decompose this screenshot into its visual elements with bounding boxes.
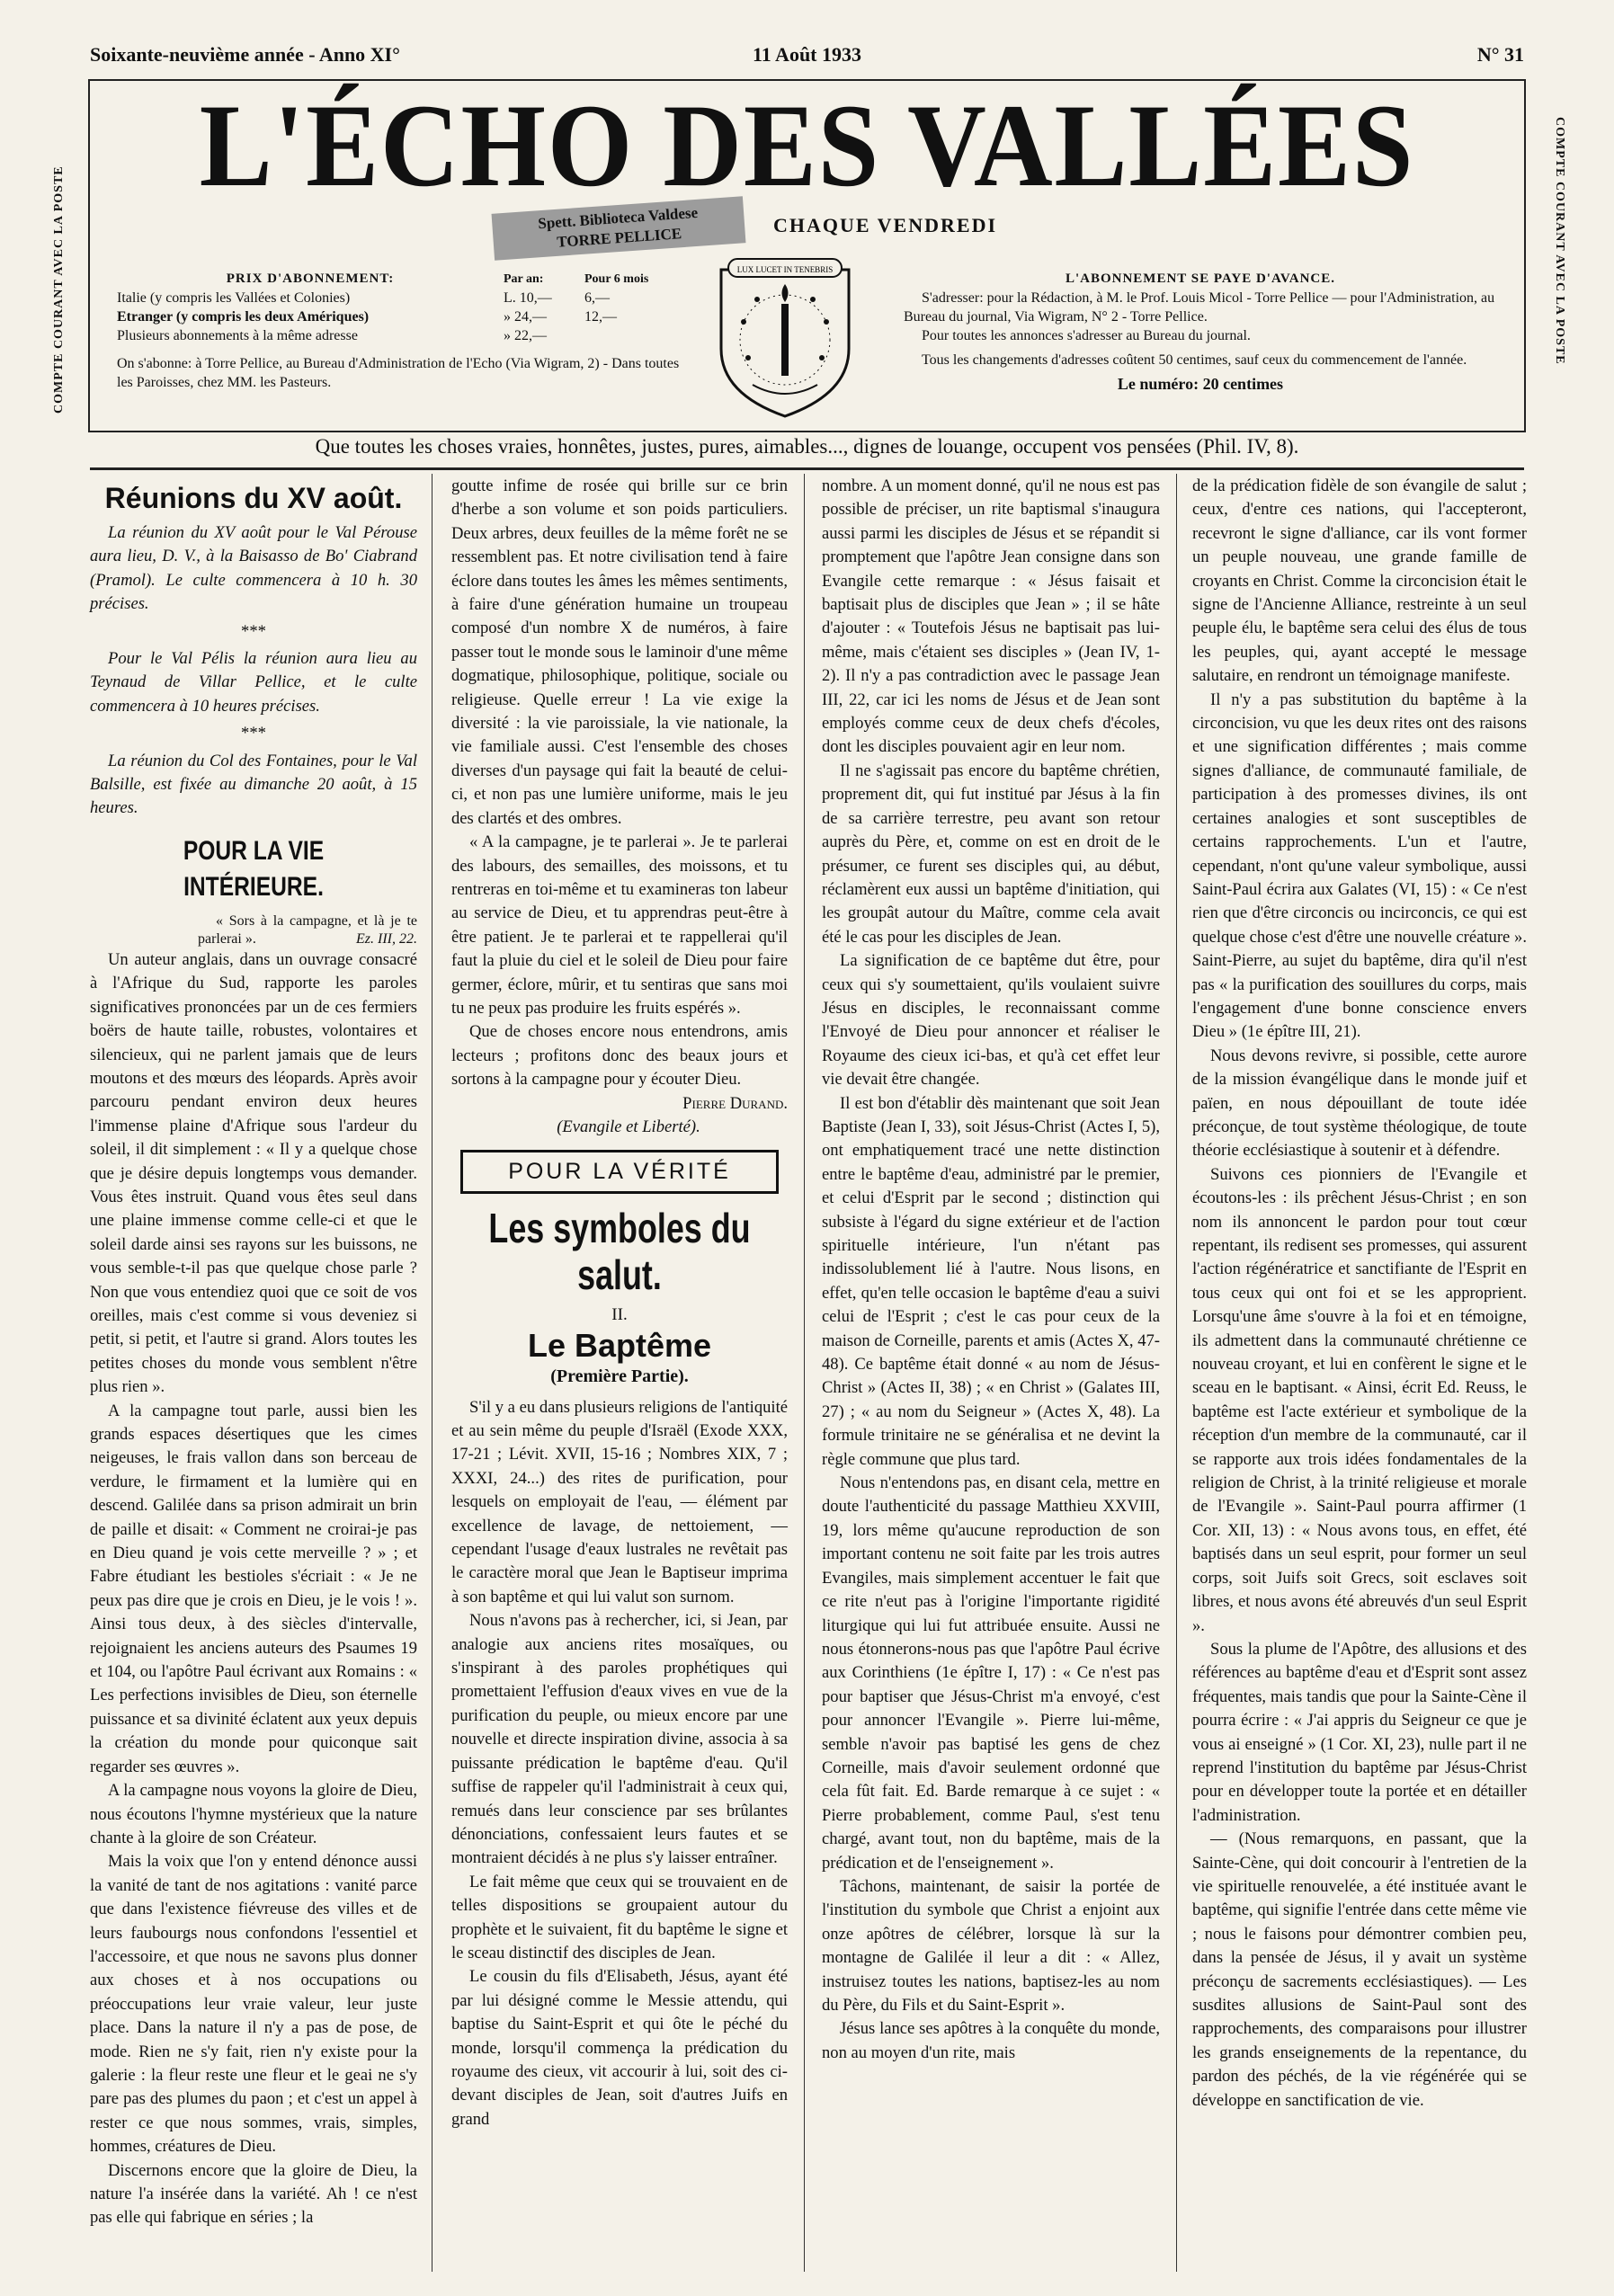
postal-note-right: COMPTE COURANT AVEC LA POSTE bbox=[1553, 117, 1566, 365]
publication-frequency: CHAQUE VENDREDI bbox=[773, 214, 998, 236]
postal-note-left: COMPTE COURANT AVEC LA POSTE bbox=[52, 165, 66, 414]
column-2 bbox=[451, 475, 788, 2131]
reunion-notice: Pour le Val Pélis la réunion aura lieu au Teynaud de Villar Pellice, et le culte commencera à 10 heures précises. bbox=[90, 649, 417, 716]
article-paragraph: Il ne s'agissait pas encore du baptême chrétien, proprement dit, qui fut institué par Jésus à la fin de sa carrière terrestre, peu avant son retour auprès du Père, et, comme on est en droit de le présumer, ce furent ses disciples qui, au début, réclamèrent eux aussi un baptême d'initiation, qui les groupât autour du Maître, comme cela avait été le cas pour les disciples de Jean. bbox=[822, 761, 1160, 947]
section-box: POUR LA VÉRITÉ bbox=[460, 1150, 779, 1193]
article-paragraph: Nous devons revivre, si possible, cette aurore de la mission évangélique dans le monde juif et païen, en nous dépouillant de toute idée préconçue, de tout système théologique, de toute théorie ecclésiastique à soutenir et à défendre. bbox=[1192, 1046, 1527, 1161]
article-paragraph: Un auteur anglais, dans un ouvrage consacré à l'Afrique du Sud, rapporte les paroles significatives prononcées par un de ces fermiers boërs de haute taille, robustes, volontaires et silencieux, qui ne parlent jamais que de leurs moutons et des mœurs des léopards. Après avoir parcouru pendant environ deux heures l'immense plaine d'Afrique sous l'ardeur du soleil, il dit simplement : « Il y a quelque chose que je désire depuis longtemps vous demander. Vous êtes instruit. Quand vous êtes seul dans une plaine immense comme celle-ci et que le soleil darde ainsi ses rayons sur les buissons, ne vous semble-t-il pas que quelque chose parle ? Non que vous entendiez quoi que ce soit de vos oreilles, mais c'est comme si vous deveniez si petit, si petit, et l'autre si grand. Alors toutes les petites choses du monde vous semblent n'être plus rien ». bbox=[90, 949, 417, 1397]
article-paragraph: Nous n'entendons pas, en disant cela, mettre en doute l'authenticité du passage Matthieu XXVIII, 19, lors même qu'aucune reproduction de son important contenu ne soit faite par les trois autres Evangiles, mais simplement accentuer le fait que ce rite n'eut pas à l'origine l'importante rigidité liturgique qui lui fut attribuée ensuite. Aussi ne nous étonnerons-nous pas que l'apôtre Paul écrive aux Corinthiens (1e épître I, 17) : « Ce n'est pas pour baptiser que Jésus-Christ m'a envoyé, c'est pour annoncer l'Evangile ». Pierre lui-même, semble n'avoir pas baptisé les gens de chez Corneille, mais d'avoir seulement ordonné que cela fût fait. Ed. Barde remarque à ce sujet : « Pierre probablement, comme Paul, s'est tenu chargé, avant tout, non du baptême, mais de la prédication et de l'enseignement ». bbox=[822, 1473, 1160, 1873]
column-rule bbox=[1176, 474, 1177, 2272]
part-number: II. bbox=[611, 1304, 628, 1324]
subscription-where: On s'abonne: à Torre Pellice, au Bureau d'Administration de l'Echo (Via Wigram, 2) - Dans toutes les Paroisses, chez MM. les Pasteurs. bbox=[117, 356, 680, 390]
article-paragraph: Le fait même que ceux qui se trouvaient en de telles dispositions se groupaient autour du prophète et le suivaient, fit du baptême le signe et le sceau distinctif des disciples de Jean. bbox=[451, 1872, 788, 1962]
price-row: Plusieurs abonnements à la même adresse » 22,— bbox=[117, 328, 547, 343]
article-paragraph: Mais la voix que l'on y entend dénonce aussi la vanité de tant de nos agitations : vanité parce que dans l'existence fiévreuse des villes et de leurs faubourgs nous confondons l'essentiel et l'accessoire, et que nous ne savons plus donner aux choses et à nos occupations ou préoccupations leur vraie valeur, leur juste place. Dans la nature il n'y a pas de pose, de mode. Rien ne s'y fait, rien n'y existe pour la galerie : la fleur reste une fleur et le geai ne s'y pare pas des plumes du paon ; et c'est un appel à rester ce que nous sommes, vrais, simples, hommes, créatures de Dieu. bbox=[90, 1852, 417, 2157]
bapteme-subheading: (Première Partie). bbox=[550, 1366, 689, 1387]
motto: Que toutes les choses vraies, honnêtes, justes, pures, aimables..., dignes de louange, occupent vos pensées (Phil. IV, 8). bbox=[315, 435, 1299, 458]
epigraph: « Sors à la campagne, et là je te parlerai ». Ez. III, 22. bbox=[198, 912, 417, 947]
admin-line: Tous les changements d'adresses coûtent 50 centimes, sauf ceux du commencement de l'année. bbox=[922, 352, 1467, 368]
header-rule bbox=[90, 467, 1524, 470]
column-4 bbox=[1192, 475, 1527, 2113]
article-paragraph: Suivons ces pionniers de l'Evangile et écoutons-les : ils prêchent Jésus-Christ ; en son nom ils annoncent le pardon pour tout cœur repentant, ils redisent ses promesses, qui assurent l'action régénératrice et sanctifiante de l'Esprit en tous ceux qui ont foi et se les approprient. Lorsqu'une âme s'ouvre à la foi et en témoigne, ils admettent dans la communauté chrétienne ce nouveau croyant, et lui en confèrent le signe et le sceau en le baptisant. « Ainsi, écrit Ed. Reuss, le baptême est l'acte extérieur et symbolique de la réception d'un membre de la communauté, car il se rapporte aux trois idées fondamentales de la religion de Christ, à la trinité religieuse et morale de l'Evangile ». Saint-Paul pourra affirmer (1 Cor. XII, 13) : « Nous avons tous, en effet, été baptisés dans un seul esprit, pour former un seul corps, soit Juifs soit Grecs, soit esclaves soit libres, et nous avons été abreuvés d'un seul Esprit ». bbox=[1192, 1164, 1527, 1635]
column-3 bbox=[822, 475, 1160, 2065]
col-year-header: Par an: bbox=[504, 272, 544, 286]
article-paragraph: Que de choses encore nous entendrons, amis lecteurs ; profitons donc des beaux jours et sortons à la campagne pour y écouter Dieu. bbox=[451, 1022, 788, 1090]
bapteme-heading: Le Baptême bbox=[527, 1327, 712, 1365]
subscription-prices bbox=[117, 270, 683, 392]
vie-interieure-heading: POUR LA VIE INTÉRIEURE. bbox=[183, 835, 325, 902]
col-half-header: Pour 6 mois bbox=[584, 272, 649, 286]
column-1 bbox=[90, 475, 417, 2230]
article-paragraph: A la campagne tout parle, aussi bien les grands espaces désertiques que les cimes neigeuses, le frais vallon dans son berceau de verdure, le firmament et la lumière qui en descend. Galilée dans sa prison admirait un brin de paille et disait: « Comment ne croirai-je pas en Dieu quand je vois cette merveille ? » ; et Fabre étudiant les bestioles s'écriait : « Je ne peux pas dire que je crois en Dieu, je le vois ! ». Ainsi tous deux, à des siècles d'intervalle, rejoignaient les anciens auteurs des Psaumes 19 et 104, ou l'apôtre Paul écrivant aux Romains : « Les perfections invisibles de Dieu, son éternelle puissance et sa divinité éclatent aux yeux depuis la création du monde pour quiconque sait regarder ses œuvres ». bbox=[90, 1401, 417, 1776]
article-paragraph: « A la campagne, je te parlerai ». Je te parlerai des labours, des semailles, des moissons, et tu rentreras en toi-même et tu examineras ton labeur au service de Dieu, et tu apprendras peut-être à être patient. Je te parlerai et te rappellerai qu'il faut la pluie du ciel et le soleil de Dieu pour faire germer, éclore, mûrir, et tu sentiras que sans moi tu ne peux pas produire les fruits espérés ». bbox=[451, 832, 788, 1018]
column-rule bbox=[804, 474, 805, 2272]
article-paragraph: Jésus lance ses apôtres à la conquête du monde, non au moyen d'un rite, mais bbox=[822, 2019, 1160, 2062]
price-row: Etranger (y compris les deux Amériques) » 24,— 12,— bbox=[117, 309, 617, 325]
article-paragraph: A la campagne nous voyons la gloire de Dieu, nous écoutons l'hymne mystérieux que la nature chante à la gloire de son Créateur. bbox=[90, 1781, 417, 1847]
article-paragraph: Discernons encore que la gloire de Dieu, la nature l'a insérée dans la variété. Ah ! ce n'est pas elle qui fabrique en séries ; la bbox=[90, 2160, 417, 2228]
article-paragraph: Sous la plume de l'Apôtre, des allusions et des références au baptême d'eau et d'Esprit sont assez fréquentes, mais tandis que pour la Sainte-Cène il pourra écrire : « J'ai appris du Seigneur ce que je vous ai enseigné » (1 Cor. XI, 23), nulle part il ne reprend l'institution du baptême par Jésus-Christ pour en développer toute la portée et en détailler l'administration. bbox=[1192, 1639, 1527, 1825]
library-stamp: Spett. Biblioteca Valdese TORRE PELLICE bbox=[492, 196, 746, 260]
article-paragraph: Il n'y a pas substitution du baptême à la circoncision, vu que les deux rites ont des raisons et une signification différentes ; mais comme signes d'alliance, de communauté familiale, de participation à des promesses divines, ils ont certaines analogies et sont susceptibles de certains rapprochements. L'un et l'autre, cependant, n'ont qu'une valeur symbolique, aussi Saint-Paul écrira aux Galates (VI, 15) : « Ce n'est rien que d'être circoncis ou incirconcis, ce qui est quelque chose c'est d'être une nouvelle créature ». Saint-Pierre, au sujet du baptême, dira qu'il n'est pas « la purification des souillures du corps, mais l'engagement d'une bonne conscience envers Dieu » (1e épître III, 21). bbox=[1192, 690, 1527, 1042]
article-paragraph: S'il y a eu dans plusieurs religions de l'antiquité et au sein même du peuple d'Israël (Exode XXX, 17-21 ; Lévit. XVII, 15-16 ; Nombres XIX, 7 ; XXXI, 24...) des rites de purification, pour lesquels on employait de l'eau, — élément par excellence de lavage, de nettoiement, — cependant l'usage d'eaux lustrales ne revêtait pas le caractère moral que Jean le Baptiseur imprima à son baptême et qui lui valut son surnom. bbox=[451, 1397, 788, 1606]
reunion-notice: La réunion du XV août pour le Val Pérouse aura lieu, D. V., à la Baisasso de Bo' Ciabrand (Pramol). Le culte commencera à 10 h. 30 précises. bbox=[90, 523, 417, 614]
separator: *** bbox=[241, 621, 266, 641]
article-paragraph: La signification de ce baptême dut être, pour ceux qui s'y soumettaient, qu'ils voulaient suivre Jésus en disciples, le reconnaissant comme l'Envoyé de Dieu pour annoncer et réaliser le Royaume des cieux ici-bas, et qu'à cet effet leur vie devait être changée. bbox=[822, 951, 1160, 1090]
admin-line: S'adresser: pour la Rédaction, à M. le Prof. Louis Micol - Torre Pellice — pour l'Administration, au Bureau du journal, Via Wigram, N° 2 - Torre Pellice. bbox=[904, 290, 1495, 325]
symboles-heading: Les symboles du salut. bbox=[488, 1204, 751, 1298]
article-paragraph: de la prédication fidèle de son évangile de salut ; ceux, d'entre ces nations, qui l'accepteront, recevront le signe d'alliance, car ils vont former un peuple nouveau, une grande famille de croyants en Christ. Comme la circoncision était le signe de l'Ancienne Alliance, restreinte à un seul peuple élu, le baptême sera celui des élus de tous les peuples, qui, ayant accepté le message salutaire, en rendront un témoignage manifeste. bbox=[1192, 476, 1527, 686]
newspaper-title: L'ÉCHO DES VALLÉES bbox=[199, 79, 1415, 211]
administration-info bbox=[904, 270, 1497, 394]
article-paragraph: — (Nous remarquons, en passant, que la Sainte-Cène, qui doit concourir à l'entretien de la vie spirituelle renouvelée, a été instituée avant le baptême, qui signifie l'entrée dans cette même vie ; nous le faisons pour démontrer combien peu, dans la pensée de Jésus, il y avait un système préconçu de sacrements ecclésiastiques). — Les susdites allusions de Saint-Paul sont des rapprochements, des comparaisons pour illustrer les grands enseignements de la repentance, du pardon des péchés, de la vie régénérée qui se développe en sanctification de vie. bbox=[1192, 1829, 1527, 2110]
article-paragraph: Nous n'avons pas à rechercher, ici, si Jean, par analogie aux anciens rites mosaïques, ou s'inspirant à des paroles prophétiques qui promettaient l'effusion d'eaux vives en vue de la purification du peuple, ou mieux encore par une nouvelle et directe inspiration divine, associa à sa puissante prédication le baptême d'eau. Qu'il suffise de rappeler qu'il l'administrait à ceux qui, remués dans leur conscience par ses brûlantes dénonciations, confessaient leurs fautes et se montraient décidés à ne plus s'y laisser entraîner. bbox=[451, 1611, 788, 1868]
article-paragraph: Tâchons, maintenant, de saisir la portée de l'institution du symbole que Christ a enjoint aux onze apôtres de célébrer, lorsque là sur la montagne de Galilée il leur a dit : « Allez, instruisez toutes les nations, baptisez-les au nom du Père, du Fils et du Saint-Esprit ». bbox=[822, 1876, 1160, 2015]
emblem-motto: LUX LUCET IN TENEBRIS bbox=[736, 265, 834, 274]
issue-line bbox=[90, 43, 1524, 74]
issue-price: Le numéro: 20 centimes bbox=[1117, 375, 1284, 393]
reunions-heading: Réunions du XV août. bbox=[104, 482, 403, 514]
article-paragraph: Il est bon d'établir dès maintenant que soit Jean Baptiste (Jean I, 33), soit Jésus-Christ (Actes I, 5), ont emphatiquement tracé une nette distinction entre le baptême d'eau, administré par le premier, et celui d'Esprit par le second ; distinction qui subsiste à l'égard du signe extérieur et de l'action spirituelle intérieure, l'un n'étant pas indissolublement lié à l'autre. Nous lisons, en effet, qu'en telle occasion le baptême d'eau a suivi celui de l'Esprit ; c'est le cas pour ceux de la maison de Corneille, parents et amis (Actes X, 47-48). Ce baptême était donné « au nom de Jésus-Christ » (Actes II, 38) ; « en Christ » (Galates III, 27) ; « au nom du Seigneur » (Actes X, 48). La formule trinitaire ne se généralisa et ne devint la règle commune que plus tard. bbox=[822, 1093, 1160, 1469]
article-paragraph: goutte infime de rosée qui brille sur ce brin d'herbe a son volume et son poids particuliers. Deux arbres, deux feuilles de la même forêt ne se ressemblent pas. Et notre civilisation tend à faire éclore dans toutes les âmes les mêmes sentiments, à faire d'une génération humaine un troupeau composé d'un nombre X de numéros, à faire passer tout le monde sous le laminoir d'une même dogmatique, philosophique, politique, sociale ou religieuse. Quelle erreur ! La vie exige la diversité : la vie paroissiale, la vie nationale, la vie familiale aussi. C'est l'ensemble des choses diverses d'un paysage qui fait la beauté de celui-ci, et non pas une lumière uniforme, mais le jeu des clartés et des ombres. bbox=[451, 476, 788, 828]
article-paragraph: nombre. A un moment donné, qu'il ne nous est pas possible de préciser, un rite baptismal s'inaugura aussi parmi les disciples de Jésus et se répandit si promptement que l'apôtre Jean consigne dans son Evangile cette remarque : « Jésus faisait et baptisait plus de disciples que Jean » ; il se hâte d'ajouter : « Toutefois Jésus ne baptisait pas lui-même, mais c'étaient ses disciples » (Jean IV, 1-2). Il n'y a pas contradiction avec le passage Jean III, 22, car ici les noms de Jésus et de Jean sont employés comme ceux de deux chefs d'écoles, dont les disciples pouvaient agir en leur nom. bbox=[822, 476, 1160, 757]
admin-heading: L'ABONNEMENT SE PAYE D'AVANCE. bbox=[1065, 271, 1336, 286]
volume-year: Soixante-neuvième année - Anno XI° bbox=[90, 43, 400, 66]
separator: *** bbox=[241, 724, 266, 743]
issue-number: N° 31 bbox=[1476, 43, 1524, 66]
subscription-heading: PRIX D'ABONNEMENT: bbox=[226, 271, 395, 286]
reunion-notice: La réunion du Col des Fontaines, pour le Val Balsille, est fixée au dimanche 20 août, à 15 heures. bbox=[90, 751, 417, 818]
article-source: (Evangile et Liberté). bbox=[557, 1117, 700, 1136]
author-signature: Pierre Durand. bbox=[682, 1093, 788, 1113]
waldensian-emblem bbox=[703, 250, 867, 421]
price-row: Italie (y compris les Vallées et Colonies) L. 10,— 6,— bbox=[117, 290, 610, 306]
article-paragraph: Le cousin du fils d'Elisabeth, Jésus, ayant été par lui désigné comme le Messie attendu, qui baptise du Saint-Esprit et qui ôte le péché du monde, lorsqu'il commença la prédication du royaume des cieux, vit accourir à lui, soit des ci-devant disciples de Jean, soit d'autres Juifs en grand bbox=[451, 1967, 788, 2129]
issue-date: 11 Août 1933 bbox=[752, 43, 862, 66]
admin-line: Pour toutes les annonces s'adresser au Bureau du journal. bbox=[922, 328, 1251, 343]
